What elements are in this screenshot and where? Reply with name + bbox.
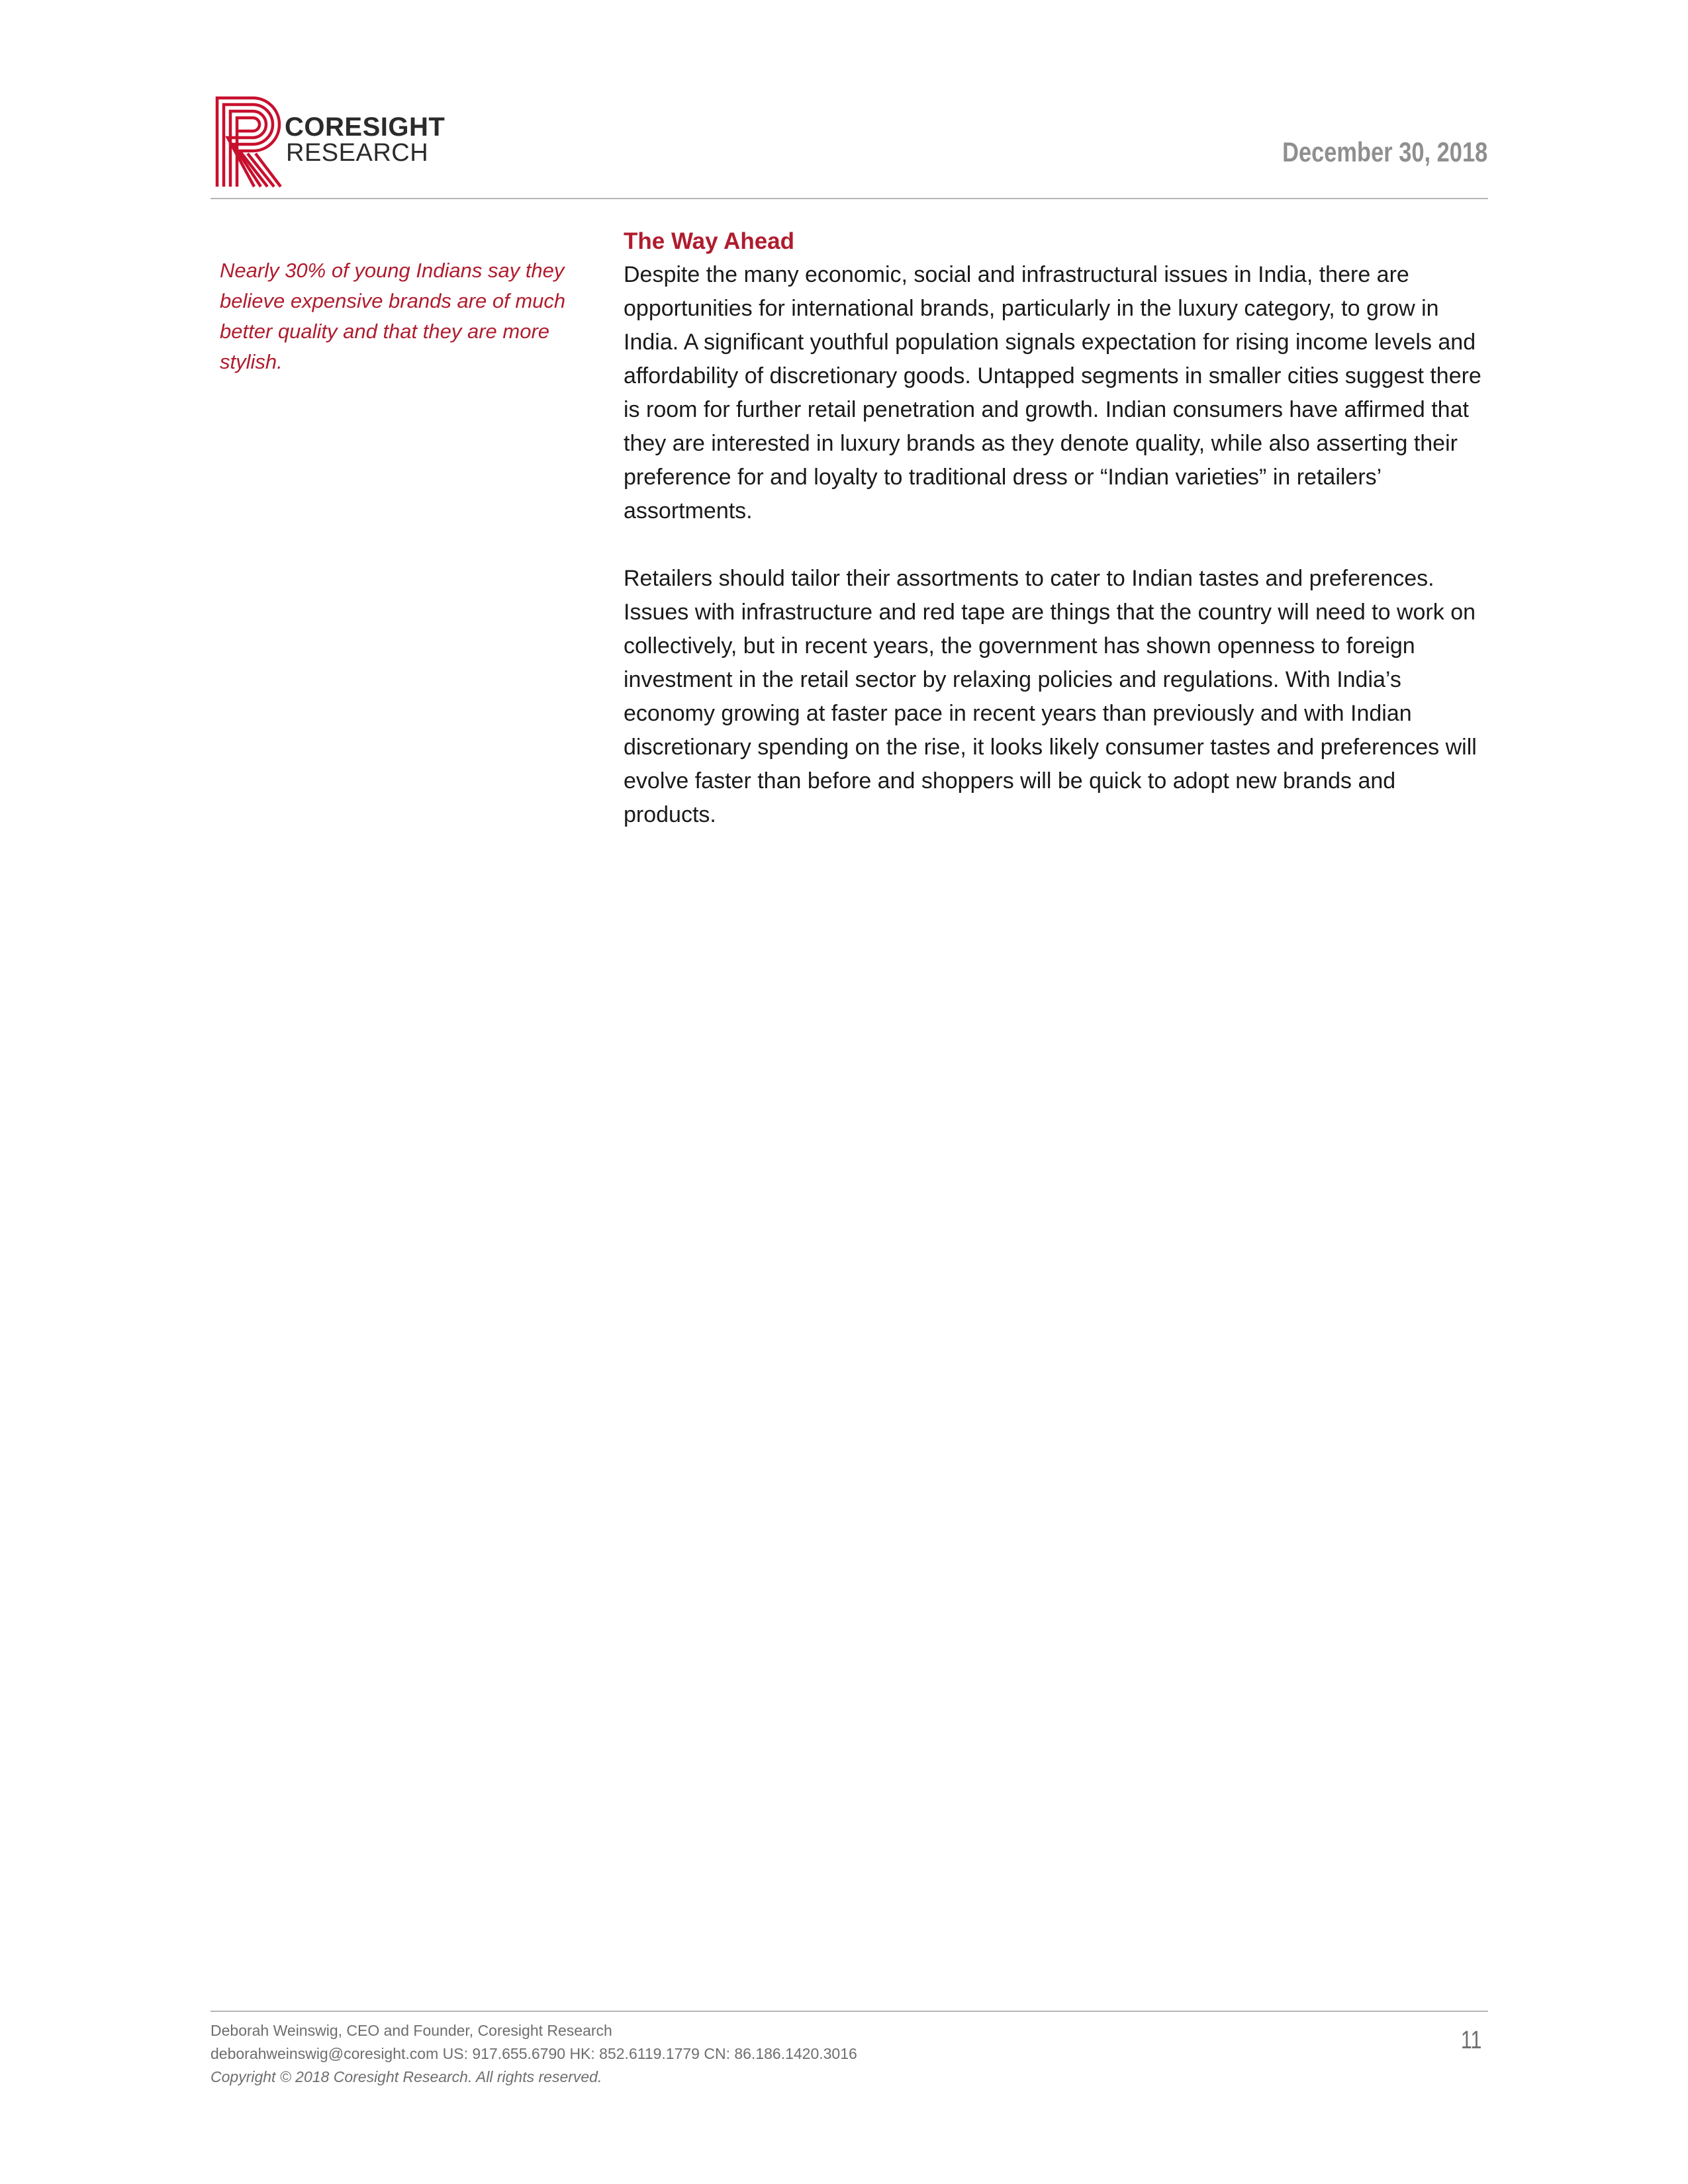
report-date: December 30, 2018 xyxy=(1282,136,1487,167)
body-paragraph-1: Despite the many economic, social and infrastructural issues in India, there are opportunities for international brands, particularly in the luxury category, to grow in India. A significant youthful population signals expectation for rising income levels and affordability of discretionary goods. Untapped segments in smaller cities suggest there is room for further retail penetration and growth. Indian consumers have affirmed that they are interested in luxury brands as they denote quality, while also asserting their preference for and loyalty to traditional dress or “Indian varieties” in retailers’ assortments. xyxy=(624,262,1481,523)
body-paragraph-2: Retailers should tailor their assortments to cater to Indian tastes and preferences. Issues with infrastructure and red tape are things that the country will need to work on collectively, but in recent years, the government has shown openness to foreign investment in the retail sector by relaxing policies and regulations. With India’s economy growing at faster pace in recent years than previously and with Indian discretionary spending on the rise, it looks likely consumer tastes and preferences will evolve faster than before and shoppers will be quick to adopt new brands and products. xyxy=(624,566,1477,827)
footer-copyright: Copyright © 2018 Coresight Research. All rights reserved. xyxy=(211,2068,602,2085)
footer-author: Deborah Weinswig, CEO and Founder, Coresight Research xyxy=(211,2022,612,2039)
header-divider xyxy=(211,198,1488,199)
footer-contact: deborahweinswig@coresight.com US: 917.655.6790 HK: 852.6119.1779 CN: 86.186.1420.3016 xyxy=(211,2045,857,2062)
logo-wordmark-coresight: CORESIGHT xyxy=(285,113,445,142)
section-heading: The Way Ahead xyxy=(624,228,795,254)
page-number: 11 xyxy=(1460,2026,1481,2054)
footer-divider xyxy=(211,2011,1488,2012)
sidebar-pull-quote: Nearly 30% of young Indians say they believe expensive brands are of much better quality and that they are more stylish. xyxy=(220,259,566,373)
logo-wordmark-research: RESEARCH xyxy=(286,139,429,167)
main-content xyxy=(624,225,1491,832)
coresight-logo xyxy=(213,94,451,193)
page-footer xyxy=(211,2019,1203,2089)
coresight-r-logo-icon xyxy=(213,94,289,188)
